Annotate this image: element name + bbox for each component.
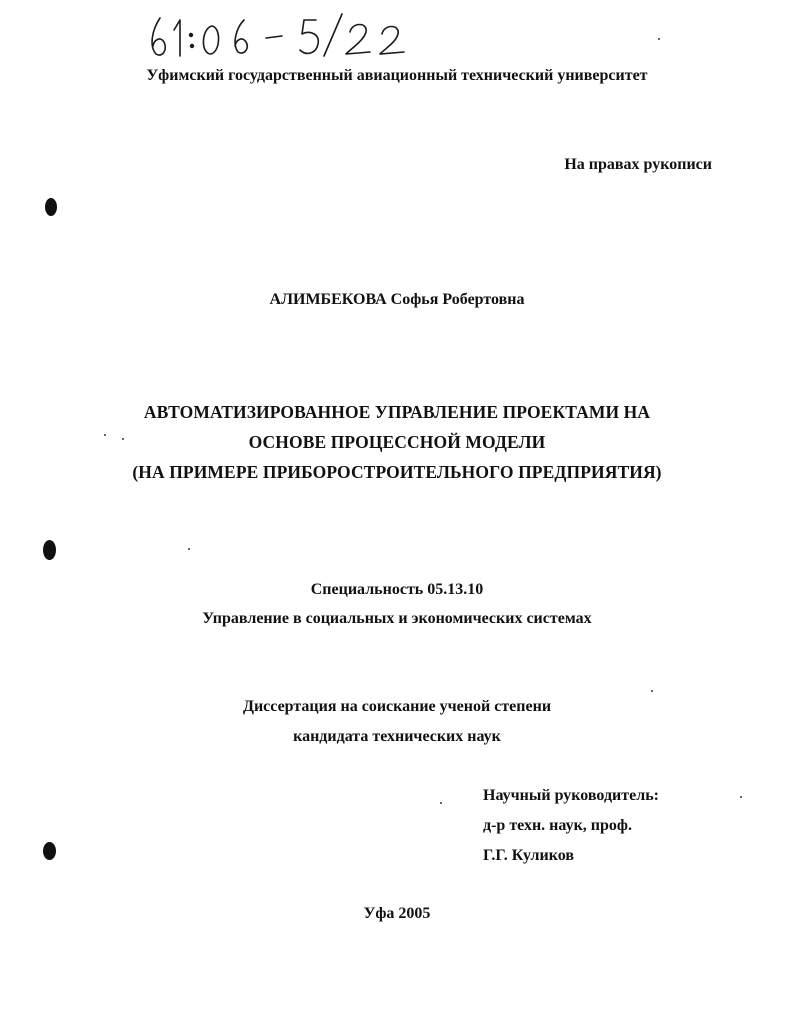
scan-speck [188, 548, 190, 550]
author-surname: АЛИМБЕКОВА [269, 291, 387, 308]
place-and-year: Уфа 2005 [363, 905, 431, 922]
thesis-title-line-3: (НА ПРИМЕРЕ ПРИБОРОСТРОИТЕЛЬНОГО ПРЕДПРИЯТИЯ) [132, 462, 662, 482]
scan-speck [104, 434, 106, 436]
author-name [0, 290, 794, 310]
punch-hole-top [45, 198, 57, 216]
handwritten-archive-code [146, 8, 446, 60]
university-name: Уфимский государственный авиационный технический университет [146, 67, 648, 84]
scan-speck [440, 802, 442, 804]
punch-hole-bottom [43, 842, 56, 860]
degree-line-1: Диссертация на соискание ученой степени [242, 698, 552, 715]
thesis-title-line-1: АВТОМАТИЗИРОВАННОЕ УПРАВЛЕНИЕ ПРОЕКТАМИ НА [143, 402, 651, 422]
scan-speck [740, 796, 742, 798]
author-given-names: Софья Робертовна [390, 291, 525, 308]
scan-speck [658, 38, 660, 40]
manuscript-rights-notice: На правах рукописи [564, 156, 712, 173]
specialty-code: Специальность 05.13.10 [310, 581, 484, 598]
supervisor-name: Г.Г. Куликов [483, 847, 574, 864]
supervisor-heading: Научный руководитель: [483, 787, 659, 804]
scan-speck [122, 438, 124, 440]
degree-line-2: кандидата технических наук [293, 728, 501, 745]
supervisor-credentials: д-р техн. наук, проф. [483, 817, 632, 834]
punch-hole-middle [43, 540, 56, 560]
specialty-name: Управление в социальных и экономических системах [202, 610, 592, 627]
thesis-title-line-2: ОСНОВЕ ПРОЦЕССНОЙ МОДЕЛИ [248, 432, 546, 452]
scan-speck [651, 690, 653, 692]
